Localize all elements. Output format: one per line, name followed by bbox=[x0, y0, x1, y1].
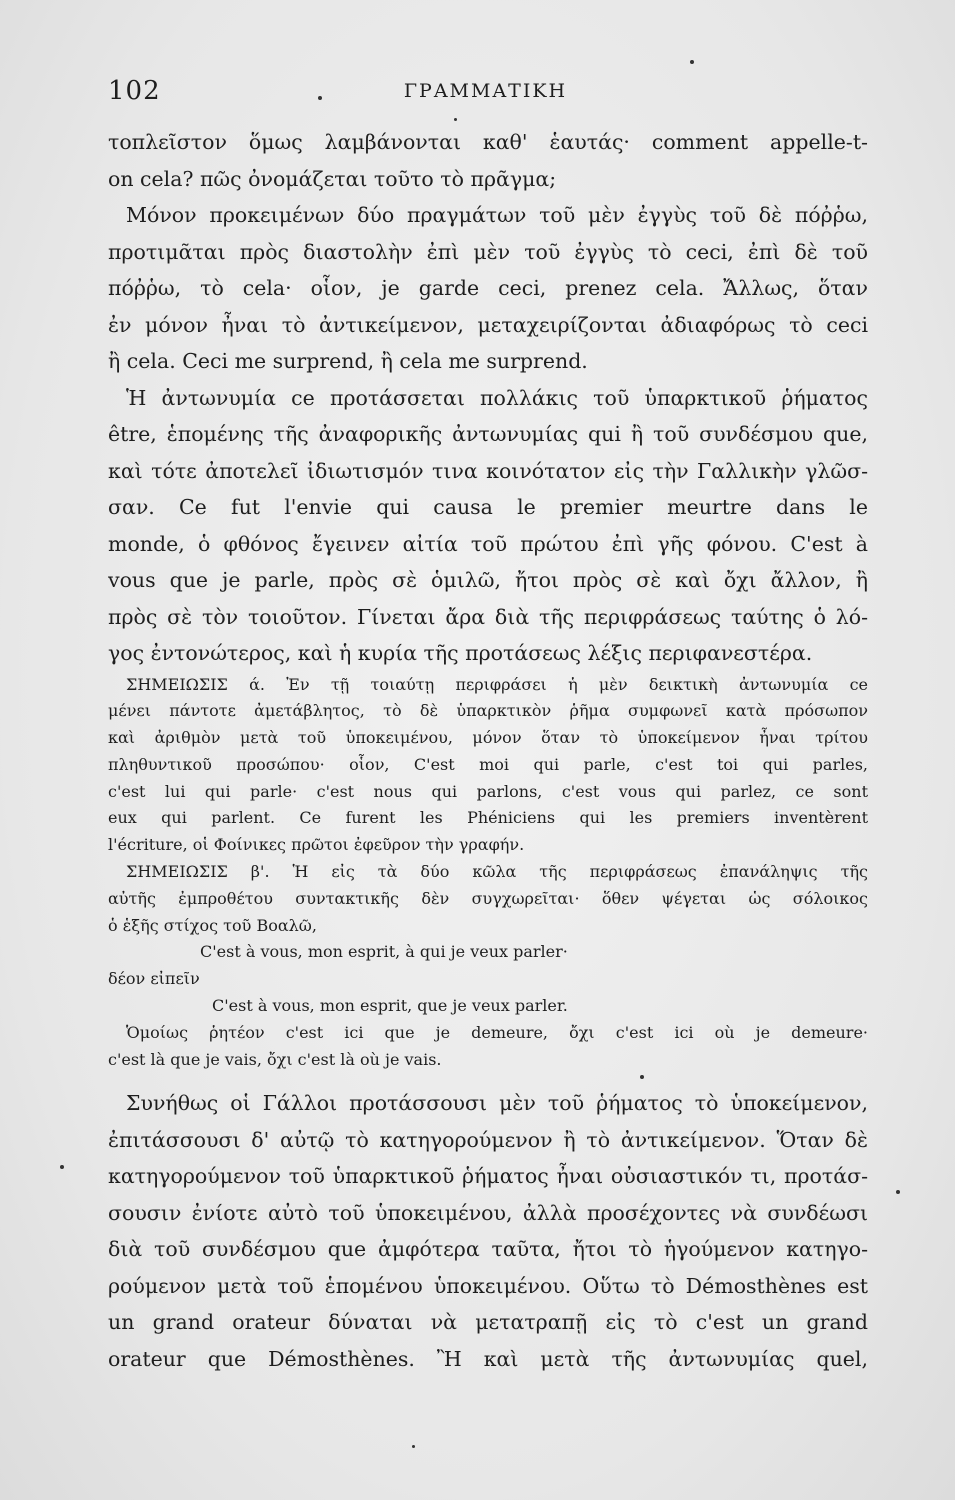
main-paragraphs-2 bbox=[108, 1085, 868, 1377]
note-line: c'est là que je vais, ὄχι c'est là où je vais. bbox=[108, 1049, 442, 1069]
text-line: πόῤῥω, τὸ cela· οἷον, je garde ceci, prenez cela. Ἄλλως, ὅταν bbox=[108, 276, 868, 300]
text-line: διὰ τοῦ συνδέσμου que ἀμφότερα ταῦτα, ἤτοι τὸ ἡγούμενον κατηγο- bbox=[108, 1237, 868, 1262]
note-line: δέον εἰπεῖν bbox=[108, 969, 200, 989]
notes bbox=[108, 672, 868, 1074]
text-line: ἢ cela. Ceci me surprend, ἢ cela me surprend. bbox=[108, 349, 588, 373]
note-line: ΣΗΜΕΙΩΣΙΣ ά. Ἐν τῇ τοιαύτῃ περιφράσει ἡ μὲν δεικτικὴ ἀντωνυμία ce bbox=[126, 674, 868, 694]
note-line: l'écriture, οἱ Φοίνικες πρῶτοι ἐφεῦρον τὴν γραφήν. bbox=[108, 835, 525, 855]
ink-speck bbox=[454, 118, 457, 121]
note-line: ΣΗΜΕΙΩΣΙΣ β'. Ἡ εἰς τὰ δύο κῶλα τῆς περιφράσεως ἐπανάληψις τῆς bbox=[126, 862, 868, 882]
note-line: Ὁμοίως ῥητέον c'est ici que je demeure, ὄχι c'est ici où je demeure· bbox=[126, 1022, 868, 1042]
text-line: ἐν μόνον ἦναι τὸ ἀντικείμενον, μεταχειρίζονται ἀδιαφόρως τὸ ceci bbox=[108, 312, 868, 337]
text-line: Ἡ ἀντωνυμία ce προτάσσεται πολλάκις τοῦ ὑπαρκτικοῦ ῥήματος bbox=[126, 385, 868, 410]
text-line: πρὸς σὲ τὸν τοιοῦτον. Γίνεται ἄρα διὰ τῆς περιφράσεως ταύτης ὁ λό- bbox=[108, 604, 868, 629]
text-line: monde, ὁ φθόνος ἔγεινεν αἰτία τοῦ πρώτου ἐπὶ γῆς φόνου. C'est à bbox=[108, 531, 868, 556]
text-line: τοπλεῖστον ὅμως λαμβάνονται καθ' ἑαυτάς· comment appelle-t- bbox=[108, 130, 868, 154]
text-line: Συνήθως οἱ Γάλλοι προτάσσουσι μὲν τοῦ ῥήματος τὸ ὑποκείμενον, bbox=[126, 1091, 868, 1116]
text-line: être, ἑπομένης τῆς ἀναφορικῆς ἀντωνυμίας qui ἢ τοῦ συνδέσμου que, bbox=[108, 422, 868, 446]
note-line: eux qui parlent. Ce furent les Phéniciens qui les premiers inventèrent bbox=[108, 808, 868, 828]
text-line: on cela? πῶς ὀνομάζεται τοῦτο τὸ πρᾶγμα; bbox=[108, 166, 557, 191]
text-line: κατηγορούμενον τοῦ ὑπαρκτικοῦ ῥήματος ἦναι οὐσιαστικόν τι, προτάσ- bbox=[108, 1164, 868, 1189]
verse-line: C'est à vous, mon esprit, à qui je veux parler· bbox=[200, 942, 568, 962]
text-line: vous que je parle, πρὸς σὲ ὁμιλῶ, ἤτοι πρὸς σὲ καὶ ὄχι ἄλλον, ἢ bbox=[108, 568, 868, 592]
ink-speck bbox=[690, 60, 694, 64]
note-line: μένει πάντοτε ἀμετάβλητος, τὸ δὲ ὑπαρκτικὸν ῥῆμα συμφωνεῖ κατὰ πρόσωπον bbox=[108, 701, 868, 721]
ink-speck bbox=[60, 1165, 64, 1169]
ink-speck bbox=[318, 96, 322, 100]
note-line: c'est lui qui parle· c'est nous qui parlons, c'est vous qui parlez, ce sont bbox=[108, 781, 868, 801]
text-line: ρούμενον μετὰ τοῦ ἑπομένου ὑποκειμένου. Οὕτω τὸ Démosthènes est bbox=[108, 1273, 868, 1298]
text-line: καὶ τότε ἀποτελεῖ ἰδιωτισμόν τινα κοινότατον εἰς τὴν Γαλλικὴν γλῶσ- bbox=[108, 458, 868, 483]
running-title: ΓΡΑΜΜΑΤΙΚΗ bbox=[403, 80, 568, 102]
text-line: un grand orateur δύναται νὰ μετατραπῇ εἰς τὸ c'est un grand bbox=[108, 1310, 868, 1335]
note-line: καὶ ἀριθμὸν μετὰ τοῦ ὑποκειμένου, μόνον ὅταν τὸ ὑποκείμενον ἦναι τρίτου bbox=[108, 728, 868, 748]
note-line: αὐτῆς ἐμπροθέτου συντακτικῆς δὲν συγχωρεῖται· ὅθεν ψέγεται ὡς σόλοικος bbox=[108, 888, 868, 908]
text-line: προτιμᾶται πρὸς διαστολὴν ἐπὶ μὲν τοῦ ἐγγὺς τὸ ceci, ἐπὶ δὲ τοῦ bbox=[108, 239, 868, 264]
page-number: 102 bbox=[108, 76, 161, 106]
body-text bbox=[108, 124, 868, 1377]
verse-line: C'est à vous, mon esprit, que je veux parler. bbox=[212, 996, 568, 1016]
ink-speck bbox=[896, 1190, 900, 1194]
main-paragraphs bbox=[108, 124, 868, 672]
text-line: orateur que Démosthènes. Ἢ καὶ μετὰ τῆς ἀντωνυμίας quel, bbox=[108, 1346, 868, 1371]
note-line: ὁ ἑξῆς στίχος τοῦ Βοαλῶ, bbox=[108, 915, 317, 935]
text-line: σαν. Ce fut l'envie qui causa le premier meurtre dans le bbox=[108, 495, 868, 519]
text-line: σουσιν ἐνίοτε αὐτὸ τοῦ ὑποκειμένου, ἀλλὰ προσέχοντες νὰ συνδέωσι bbox=[108, 1200, 868, 1225]
text-line: γος ἐντονώτερος, καὶ ἡ κυρία τῆς προτάσεως λέξις περιφανεστέρα. bbox=[108, 641, 813, 665]
ink-speck bbox=[640, 1075, 644, 1079]
text-line: Μόνον προκειμένων δύο πραγμάτων τοῦ μὲν ἐγγὺς τοῦ δὲ πόῤῥω, bbox=[126, 203, 868, 227]
text-line: ἐπιτάσσουσι δ' αὐτῷ τὸ κατηγορούμενον ἢ τὸ ἀντικείμενον. Ὅταν δὲ bbox=[108, 1127, 868, 1152]
note-line: πληθυντικοῦ προσώπου· οἷον, C'est moi qui parle, c'est toi qui parles, bbox=[108, 754, 868, 774]
ink-speck bbox=[412, 1445, 415, 1448]
page-header bbox=[108, 72, 863, 112]
